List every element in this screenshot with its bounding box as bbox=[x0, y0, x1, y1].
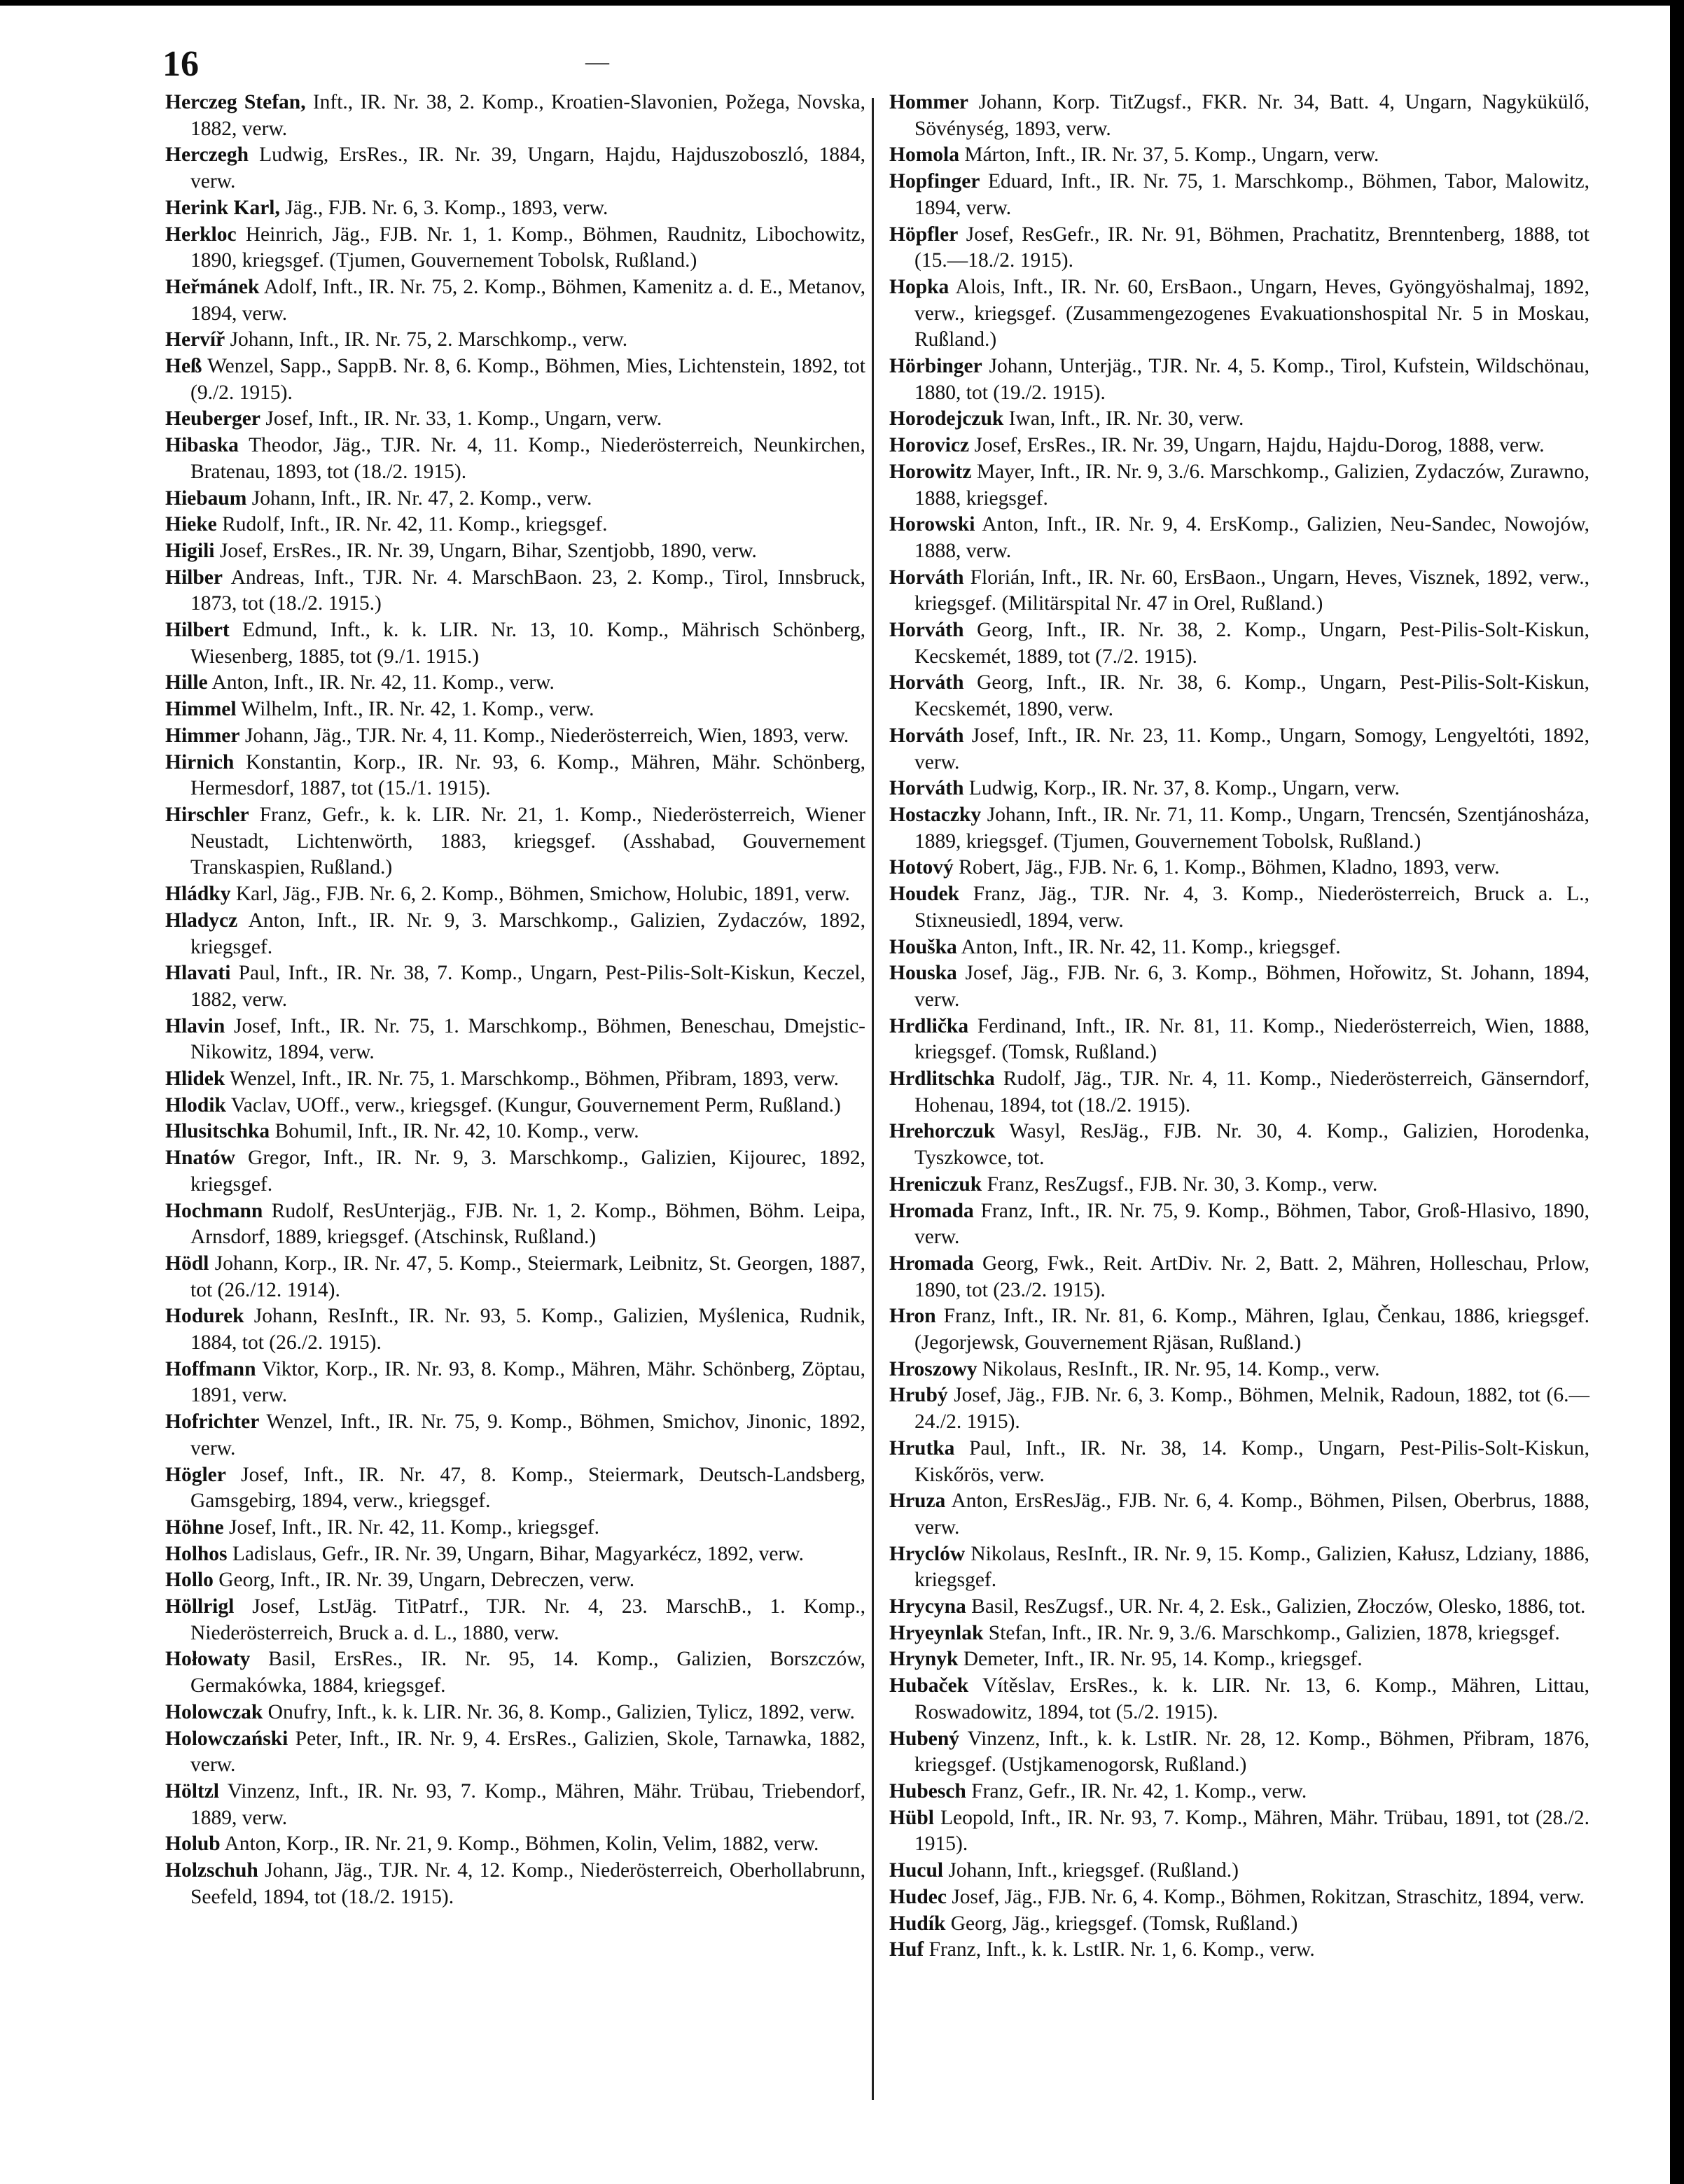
entry-details: Johann, Korp. TitZugsf., FKR. Nr. 34, Batt. 4, Ungarn, Nagykükülő, Sövénység, 1893, verw. bbox=[914, 91, 1589, 140]
entry-surname: Hollo bbox=[165, 1569, 214, 1592]
entry-details: Josef, LstJäg. TitPatrf., TJR. Nr. 4, 23. MarschB., 1. Komp., Niederösterreich, Bruck a. d. L., 1880, verw. bbox=[190, 1595, 865, 1644]
entry-details: Georg, Fwk., Reit. ArtDiv. Nr. 2, Batt. 2, Mähren, Holleschau, Prlow, 1890, tot (23./2. 1915). bbox=[914, 1252, 1589, 1301]
register-entry bbox=[165, 1093, 865, 1119]
entry-surname: Höltzl bbox=[165, 1780, 220, 1802]
register-entry bbox=[165, 750, 865, 802]
entry-details: Ferdinand, Inft., IR. Nr. 81, 11. Komp., Niederösterreich, Wien, 1888, kriegsgef. (Tomsk, Rußland.) bbox=[914, 1014, 1589, 1064]
entry-details: Anton, Inft., IR. Nr. 42, 11. Komp., verw. bbox=[207, 671, 555, 694]
entry-details: Rudolf, Inft., IR. Nr. 42, 11. Komp., kriegsgef. bbox=[216, 513, 608, 536]
entry-surname: Horváth bbox=[889, 777, 964, 800]
register-entry bbox=[165, 1251, 865, 1303]
entry-details: Eduard, Inft., IR. Nr. 75, 1. Marschkomp., Böhmen, Tabor, Malowitz, 1894, verw. bbox=[914, 170, 1589, 219]
entry-surname: Houška bbox=[889, 935, 957, 958]
entry-details: Florián, Inft., IR. Nr. 60, ErsBaon., Ungarn, Heves, Visznek, 1892, verw., kriegsgef. (Militärspital Nr. 47 in Orel, Rußland.) bbox=[914, 566, 1589, 615]
entry-details: Josef, Jäg., FJB. Nr. 6, 3. Komp., Böhmen, Hořowitz, St. Johann, 1894, verw. bbox=[914, 962, 1589, 1011]
entry-surname: Heřmánek bbox=[165, 275, 260, 298]
register-entry bbox=[165, 617, 865, 670]
entry-details: Viktor, Korp., IR. Nr. 93, 8. Komp., Mähren, Mähr. Schönberg, Zöptau, 1891, verw. bbox=[190, 1357, 865, 1407]
entry-surname: Hirschler bbox=[165, 803, 249, 826]
register-entry bbox=[165, 908, 865, 960]
entry-details: Edmund, Inft., k. k. LIR. Nr. 13, 10. Komp., Mährisch Schönberg, Wiesenberg, 1885, tot (9./1. 1915.) bbox=[190, 619, 865, 668]
entry-surname: Horodejczuk bbox=[889, 407, 1004, 430]
entry-details: Johann, Inft., kriegsgef. (Rußland.) bbox=[943, 1859, 1239, 1882]
entry-details: Inft., IR. Nr. 38, 2. Komp., Kroatien-Slavonien, Požega, Novska, 1882, verw. bbox=[190, 91, 865, 140]
entry-details: Georg, Inft., IR. Nr. 38, 2. Komp., Ungarn, Pest-Pilis-Solt-Kiskun, Kecskemét, 1889, tot (7./2. 1915). bbox=[914, 619, 1589, 668]
register-entry bbox=[165, 881, 865, 908]
entry-details: Nikolaus, ResInft., IR. Nr. 95, 14. Komp., verw. bbox=[977, 1357, 1380, 1380]
register-entry bbox=[889, 1911, 1589, 1938]
register-entry bbox=[165, 1198, 865, 1251]
entry-details: Georg, Inft., IR. Nr. 38, 6. Komp., Ungarn, Pest-Pilis-Solt-Kiskun, Kecskemét, 1890, verw. bbox=[914, 671, 1589, 721]
entry-surname: Hruza bbox=[889, 1490, 946, 1513]
entry-surname: Hrutka bbox=[889, 1436, 955, 1460]
entry-details: Johann, Inft., IR. Nr. 47, 2. Komp., verw. bbox=[246, 486, 592, 510]
entry-surname: Himmer bbox=[165, 724, 240, 747]
entry-surname: Herczeg Stefan, bbox=[165, 91, 306, 113]
scan-border-right bbox=[1670, 0, 1684, 2184]
register-entry bbox=[889, 1014, 1589, 1066]
entry-surname: Hörbinger bbox=[889, 355, 982, 378]
entry-details: Vaclav, UOff., verw., kriegsgef. (Kungur, Gouvernement Perm, Rußland.) bbox=[225, 1093, 841, 1116]
entry-details: Johann, Unterjäg., TJR. Nr. 4, 5. Komp., Tirol, Kufstein, Wildschönau, 1880, tot (19./2. 1915). bbox=[914, 355, 1589, 404]
entry-surname: Horowitz bbox=[889, 460, 972, 483]
entry-details: Basil, ErsRes., IR. Nr. 95, 14. Komp., Galizien, Borszczów, Germakówka, 1884, kriegsgef. bbox=[190, 1648, 865, 1698]
entry-details: Ladislaus, Gefr., IR. Nr. 39, Ungarn, Bihar, Magyarkécz, 1892, verw. bbox=[227, 1542, 805, 1565]
scan-border-top bbox=[0, 0, 1684, 6]
register-entry bbox=[889, 1066, 1589, 1119]
register-entry bbox=[889, 1673, 1589, 1726]
entry-surname: Hommer bbox=[889, 91, 969, 113]
entry-details: Georg, Inft., IR. Nr. 39, Ungarn, Debreczen, verw. bbox=[213, 1569, 635, 1592]
entry-surname: Höhne bbox=[165, 1516, 224, 1539]
entry-surname: Homola bbox=[889, 144, 959, 167]
entry-details: Stefan, Inft., IR. Nr. 9, 3./6. Marschkomp., Galizien, 1878, kriegsgef. bbox=[983, 1621, 1560, 1644]
register-entry bbox=[889, 1858, 1589, 1884]
entry-surname: Hubaček bbox=[889, 1674, 969, 1698]
entry-details: Johann, ResInft., IR. Nr. 93, 5. Komp., Galizien, Myślenica, Rudnik, 1884, tot (26./2. 1915). bbox=[190, 1305, 865, 1354]
register-entry bbox=[165, 1646, 865, 1699]
register-entry bbox=[889, 1779, 1589, 1805]
register-entry bbox=[889, 1541, 1589, 1594]
entry-details: Konstantin, Korp., IR. Nr. 93, 6. Komp., Mähren, Mähr. Schönberg, Hermesdorf, 1887, tot (15./1. 1915). bbox=[190, 750, 865, 800]
entry-surname: Holhos bbox=[165, 1542, 228, 1565]
entry-details: Josef, ResGefr., IR. Nr. 91, Böhmen, Prachatitz, Brenntenberg, 1888, tot (15.—18./2. 1915). bbox=[914, 223, 1589, 272]
entry-details: Josef, ErsRes., IR. Nr. 39, Ungarn, Bihar, Szentjobb, 1890, verw. bbox=[214, 539, 757, 562]
entry-surname: Hrycyna bbox=[889, 1595, 966, 1618]
entry-surname: Hilbert bbox=[165, 619, 230, 642]
register-entry bbox=[889, 90, 1589, 142]
right-column bbox=[889, 90, 1589, 1963]
register-entry bbox=[889, 1594, 1589, 1620]
register-entry bbox=[165, 670, 865, 696]
entry-details: Johann, Jäg., TJR. Nr. 4, 11. Komp., Niederösterreich, Wien, 1893, verw. bbox=[239, 724, 849, 747]
register-entry bbox=[165, 538, 865, 565]
register-entry bbox=[165, 222, 865, 274]
register-entry bbox=[889, 222, 1589, 274]
entry-surname: Hlavin bbox=[165, 1014, 225, 1037]
entry-details: Leopold, Inft., IR. Nr. 93, 7. Komp., Mähren, Mähr. Trübau, 1891, tot (28./2. 1915). bbox=[914, 1806, 1589, 1856]
entry-details: Josef, Jäg., FJB. Nr. 6, 4. Komp., Böhmen, Rokitzan, Straschitz, 1894, verw. bbox=[946, 1885, 1585, 1908]
register-entry bbox=[165, 1462, 865, 1515]
entry-details: Franz, Inft., IR. Nr. 75, 9. Komp., Böhmen, Tabor, Groß-Hlasivo, 1890, verw. bbox=[914, 1199, 1589, 1249]
entry-details: Basil, ResZugsf., UR. Nr. 4, 2. Esk., Galizien, Złoczów, Olesko, 1886, tot. bbox=[966, 1595, 1586, 1618]
entry-details: Wenzel, Inft., IR. Nr. 75, 9. Komp., Böhmen, Smichov, Jinonic, 1892, verw. bbox=[190, 1410, 865, 1460]
entry-surname: Hrynyk bbox=[889, 1648, 959, 1671]
entry-surname: Hudík bbox=[889, 1912, 946, 1935]
left-column bbox=[165, 90, 865, 1911]
entry-surname: Hödl bbox=[165, 1252, 209, 1275]
entry-details: Josef, Inft., IR. Nr. 42, 11. Komp., kriegsgef. bbox=[223, 1516, 599, 1539]
register-entry bbox=[165, 486, 865, 512]
entry-surname: Hirnich bbox=[165, 750, 235, 774]
register-entry bbox=[165, 1726, 865, 1779]
register-entry bbox=[889, 960, 1589, 1013]
entry-surname: Hotový bbox=[889, 856, 954, 879]
entry-details: Johann, Jäg., TJR. Nr. 4, 12. Komp., Niederösterreich, Oberhollabrunn, Seefeld, 1894, tot (18./2. 1915). bbox=[190, 1859, 865, 1908]
register-entry bbox=[889, 1884, 1589, 1911]
register-entry bbox=[889, 274, 1589, 354]
entry-surname: Hostaczky bbox=[889, 803, 982, 826]
entry-details: Franz, Gefr., IR. Nr. 42, 1. Komp., verw. bbox=[966, 1780, 1307, 1802]
entry-details: Vítěslav, ErsRes., k. k. LIR. Nr. 13, 6. Komp., Mähren, Littau, Roswadowitz, 1894, tot (5./2. 1915). bbox=[914, 1674, 1589, 1723]
entry-details: Josef, ErsRes., IR. Nr. 39, Ungarn, Hajdu, Hajdu-Dorog, 1888, verw. bbox=[969, 434, 1545, 457]
register-entry bbox=[165, 354, 865, 406]
entry-details: Ludwig, Korp., IR. Nr. 37, 8. Komp., Ungarn, verw. bbox=[963, 777, 1400, 800]
register-entry bbox=[889, 169, 1589, 221]
entry-surname: Hofrichter bbox=[165, 1410, 260, 1434]
entry-details: Josef, Inft., IR. Nr. 33, 1. Komp., Ungarn, verw. bbox=[260, 407, 662, 430]
entry-surname: Hryclów bbox=[889, 1542, 966, 1565]
entry-details: Josef, Inft., IR. Nr. 23, 11. Komp., Ungarn, Somogy, Lengyeltóti, 1892, verw. bbox=[914, 724, 1589, 774]
register-entry bbox=[165, 1303, 865, 1356]
register-entry bbox=[889, 1357, 1589, 1383]
entry-details: Onufry, Inft., k. k. LIR. Nr. 36, 8. Komp., Galizien, Tylicz, 1892, verw. bbox=[263, 1700, 855, 1723]
register-entry bbox=[889, 934, 1589, 961]
register-entry bbox=[165, 1594, 865, 1646]
entry-surname: Herczegh bbox=[165, 144, 249, 167]
entry-details: Josef, Inft., IR. Nr. 47, 8. Komp., Steiermark, Deutsch-Landsberg, Gamsgebirg, 1894, verw., kriegsgef. bbox=[190, 1463, 865, 1513]
register-entry bbox=[889, 802, 1589, 855]
column-divider bbox=[872, 98, 874, 2100]
register-entry bbox=[165, 1858, 865, 1910]
entry-details: Márton, Inft., IR. Nr. 37, 5. Komp., Ungarn, verw. bbox=[959, 144, 1379, 167]
register-entry bbox=[165, 960, 865, 1013]
entry-surname: Hlavati bbox=[165, 962, 231, 985]
entry-surname: Hrdlitschka bbox=[889, 1068, 995, 1091]
entry-surname: Horváth bbox=[889, 619, 964, 642]
entry-surname: Horowski bbox=[889, 513, 975, 536]
entry-details: Vinzenz, Inft., k. k. LstIR. Nr. 28, 12. Komp., Böhmen, Přibram, 1876, kriegsgef. (Ustjkamenogorsk, Rußland.) bbox=[914, 1727, 1589, 1777]
entry-details: Johann, Inft., IR. Nr. 75, 2. Marschkomp., verw. bbox=[225, 328, 628, 351]
entry-details: Franz, Inft., IR. Nr. 81, 6. Komp., Mähren, Iglau, Čenkau, 1886, kriegsgef. (Jegorjewsk, Gouvernement Rjäsan, Rußland.) bbox=[914, 1305, 1589, 1354]
register-entry bbox=[165, 1119, 865, 1145]
register-entry bbox=[165, 1409, 865, 1462]
register-entry bbox=[889, 776, 1589, 802]
entry-surname: Holowczak bbox=[165, 1700, 263, 1723]
entry-details: Franz, ResZugsf., FJB. Nr. 30, 3. Komp., verw. bbox=[982, 1172, 1378, 1196]
register-entry bbox=[889, 1251, 1589, 1303]
entry-surname: Hnatów bbox=[165, 1147, 235, 1170]
entry-details: Paul, Inft., IR. Nr. 38, 7. Komp., Ungarn, Pest-Pilis-Solt-Kiskun, Keczel, 1882, verw. bbox=[190, 962, 865, 1011]
register-entry bbox=[889, 512, 1589, 564]
entry-surname: Hopfinger bbox=[889, 170, 980, 193]
register-entry bbox=[165, 1831, 865, 1858]
entry-surname: Hilber bbox=[165, 566, 223, 589]
entry-surname: Herink Karl, bbox=[165, 196, 280, 219]
register-entry bbox=[889, 1198, 1589, 1251]
entry-details: Johann, Inft., IR. Nr. 71, 11. Komp., Ungarn, Trencsén, Szentjánosháza, 1889, kriegsgef. (Tjumen, Gouvernement Tobolsk, Rußland.) bbox=[914, 803, 1589, 853]
register-entry bbox=[165, 1779, 865, 1831]
entry-surname: Höpfler bbox=[889, 223, 959, 246]
entry-surname: Hryeynlak bbox=[889, 1621, 984, 1644]
register-entry bbox=[165, 696, 865, 723]
register-entry bbox=[889, 1172, 1589, 1198]
page-number: 16 bbox=[162, 44, 199, 84]
register-entry bbox=[889, 1488, 1589, 1541]
entry-surname: Hubesch bbox=[889, 1780, 966, 1802]
register-entry bbox=[165, 802, 865, 881]
entry-details: Adolf, Inft., IR. Nr. 75, 2. Komp., Böhmen, Kamenitz a. d. E., Metanov, 1894, verw. bbox=[190, 275, 865, 325]
entry-surname: Hladycz bbox=[165, 909, 238, 932]
entry-surname: Höllrigl bbox=[165, 1595, 235, 1618]
register-entry bbox=[889, 1620, 1589, 1647]
register-entry bbox=[165, 327, 865, 354]
entry-details: Karl, Jäg., FJB. Nr. 6, 2. Komp., Böhmen, Smichow, Holubic, 1891, verw. bbox=[230, 883, 850, 906]
entry-details: Mayer, Inft., IR. Nr. 9, 3./6. Marschkomp., Galizien, Zydaczów, Zurawno, 1888, kriegsgef. bbox=[914, 460, 1589, 510]
register-entry bbox=[165, 274, 865, 327]
register-entry bbox=[889, 142, 1589, 169]
entry-details: Theodor, Jäg., TJR. Nr. 4, 11. Komp., Niederösterreich, Neunkirchen, Bratenau, 1893, tot (18./2. 1915). bbox=[190, 434, 865, 483]
register-entry bbox=[889, 855, 1589, 881]
entry-details: Wilhelm, Inft., IR. Nr. 42, 1. Komp., verw. bbox=[236, 698, 594, 721]
entry-details: Franz, Jäg., TJR. Nr. 4, 3. Komp., Niederösterreich, Bruck a. L., Stixneusiedl, 1894, verw. bbox=[914, 883, 1589, 932]
entry-details: Bohumil, Inft., IR. Nr. 42, 10. Komp., verw. bbox=[270, 1120, 639, 1143]
entry-details: Johann, Korp., IR. Nr. 47, 5. Komp., Steiermark, Leibnitz, St. Georgen, 1887, tot (26./12. 1914). bbox=[190, 1252, 865, 1301]
entry-surname: Holub bbox=[165, 1833, 221, 1856]
entry-details: Heinrich, Jäg., FJB. Nr. 1, 1. Komp., Böhmen, Raudnitz, Libochowitz, 1890, kriegsgef. (Tjumen, Gouvernement Tobolsk, Rußland.) bbox=[190, 223, 865, 272]
entry-details: Demeter, Inft., IR. Nr. 95, 14. Komp., kriegsgef. bbox=[958, 1648, 1363, 1671]
register-entry bbox=[889, 1436, 1589, 1488]
entry-surname: Heß bbox=[165, 355, 202, 378]
entry-surname: Horváth bbox=[889, 671, 964, 694]
register-entry bbox=[889, 406, 1589, 433]
entry-details: Rudolf, ResUnterjäg., FJB. Nr. 1, 2. Komp., Böhmen, Böhm. Leipa, Arnsdorf, 1889, kriegsgef. (Atschinsk, Rußland.) bbox=[190, 1199, 865, 1249]
entry-details: Anton, Inft., IR. Nr. 9, 3. Marschkomp., Galizien, Zydaczów, 1892, kriegsgef. bbox=[190, 909, 865, 958]
register-entry bbox=[889, 617, 1589, 670]
register-entry bbox=[165, 1567, 865, 1594]
entry-details: Vinzenz, Inft., IR. Nr. 93, 7. Komp., Mähren, Mähr. Trübau, Triebendorf, 1889, verw. bbox=[190, 1780, 865, 1829]
entry-surname: Hervíř bbox=[165, 328, 225, 351]
entry-surname: Hrehorczuk bbox=[889, 1120, 996, 1143]
entry-surname: Holzschuh bbox=[165, 1859, 258, 1882]
entry-surname: Himmel bbox=[165, 698, 237, 721]
register-entry bbox=[165, 512, 865, 538]
entry-surname: Hromada bbox=[889, 1199, 974, 1222]
entry-details: Jäg., FJB. Nr. 6, 3. Komp., 1893, verw. bbox=[279, 196, 608, 219]
entry-surname: Heuberger bbox=[165, 407, 260, 430]
register-entry bbox=[889, 1805, 1589, 1858]
entry-surname: Houdek bbox=[889, 883, 960, 906]
entry-details: Andreas, Inft., TJR. Nr. 4. MarschBaon. 23, 2. Komp., Tirol, Innsbruck, 1873, tot (18./2. 1915.) bbox=[190, 566, 865, 615]
entry-details: Rudolf, Jäg., TJR. Nr. 4, 11. Komp., Niederösterreich, Gänserndorf, Hohenau, 1894, tot (18./2. 1915). bbox=[914, 1068, 1589, 1116]
entry-details: Anton, Inft., IR. Nr. 9, 4. ErsKomp., Galizien, Neu-Sandec, Nowojów, 1888, verw. bbox=[914, 513, 1589, 562]
header-mark: — bbox=[585, 49, 609, 75]
register-entry bbox=[165, 1145, 865, 1198]
entry-surname: Hoffmann bbox=[165, 1357, 256, 1380]
entry-details: Alois, Inft., IR. Nr. 60, ErsBaon., Ungarn, Heves, Gyöngyöshalmaj, 1892, verw., kriegsgef. (Zusammengezogenes Evakuationshospital Nr. 5 in Moskau, Rußland.) bbox=[914, 275, 1589, 351]
entry-surname: Huf bbox=[889, 1938, 924, 1961]
entry-surname: Horovicz bbox=[889, 434, 970, 457]
register-entry bbox=[165, 195, 865, 222]
entry-surname: Horváth bbox=[889, 566, 964, 589]
entry-details: Paul, Inft., IR. Nr. 38, 14. Komp., Ungarn, Pest-Pilis-Solt-Kiskun, Kiskőrös, verw. bbox=[914, 1436, 1589, 1486]
register-entry bbox=[165, 142, 865, 195]
register-entry bbox=[165, 90, 865, 142]
entry-details: Anton, Inft., IR. Nr. 42, 11. Komp., kriegsgef. bbox=[956, 935, 1341, 958]
entry-details: Josef, Jäg., FJB. Nr. 6, 3. Komp., Böhmen, Melnik, Radoun, 1882, tot (6.—24./2. 1915). bbox=[914, 1384, 1589, 1434]
register-entry bbox=[889, 354, 1589, 406]
entry-surname: Holowczański bbox=[165, 1727, 288, 1750]
entry-surname: Herkloc bbox=[165, 223, 237, 246]
entry-surname: Hołowaty bbox=[165, 1648, 251, 1671]
entry-surname: Hopka bbox=[889, 275, 949, 298]
register-entry bbox=[889, 881, 1589, 934]
entry-surname: Hreniczuk bbox=[889, 1172, 982, 1196]
register-entry bbox=[165, 1541, 865, 1568]
entry-surname: Hudec bbox=[889, 1885, 947, 1908]
entry-details: Anton, Korp., IR. Nr. 21, 9. Komp., Böhmen, Kolin, Velim, 1882, verw. bbox=[220, 1833, 819, 1856]
register-entry bbox=[889, 433, 1589, 459]
entry-details: Wenzel, Sapp., SappB. Nr. 8, 6. Komp., Böhmen, Mies, Lichtenstein, 1892, tot (9./2. 1915). bbox=[190, 355, 865, 404]
entry-surname: Hiebaum bbox=[165, 486, 247, 510]
register-entry bbox=[889, 1937, 1589, 1963]
entry-surname: Hroszowy bbox=[889, 1357, 977, 1380]
entry-surname: Hibaska bbox=[165, 434, 239, 457]
entry-details: Robert, Jäg., FJB. Nr. 6, 1. Komp., Böhmen, Kladno, 1893, verw. bbox=[953, 856, 1500, 879]
entry-surname: Hodurek bbox=[165, 1305, 244, 1328]
register-entry bbox=[165, 406, 865, 433]
register-entry bbox=[165, 723, 865, 750]
entry-details: Gregor, Inft., IR. Nr. 9, 3. Marschkomp., Galizien, Kijourec, 1892, kriegsgef. bbox=[190, 1147, 865, 1196]
entry-surname: Hubený bbox=[889, 1727, 960, 1750]
entry-surname: Hládky bbox=[165, 883, 231, 906]
register-entry bbox=[889, 459, 1589, 512]
register-entry bbox=[889, 723, 1589, 776]
entry-surname: Hieke bbox=[165, 513, 217, 536]
register-entry bbox=[165, 433, 865, 485]
register-entry bbox=[889, 1646, 1589, 1673]
register-entry bbox=[165, 1515, 865, 1541]
register-entry bbox=[889, 670, 1589, 722]
entry-surname: Hrubý bbox=[889, 1384, 948, 1407]
entry-surname: Higili bbox=[165, 539, 215, 562]
entry-details: Wasyl, ResJäg., FJB. Nr. 30, 4. Komp., Galizien, Horodenka, Tyszkowce, tot. bbox=[914, 1120, 1589, 1170]
entry-surname: Hochmann bbox=[165, 1199, 263, 1222]
entry-surname: Hromada bbox=[889, 1252, 974, 1275]
entry-details: Ludwig, ErsRes., IR. Nr. 39, Ungarn, Hajdu, Hajduszoboszló, 1884, verw. bbox=[190, 144, 865, 193]
register-entry bbox=[165, 565, 865, 617]
entry-details: Franz, Gefr., k. k. LIR. Nr. 21, 1. Komp., Niederösterreich, Wiener Neustadt, Lichtenwörth, 1883, kriegsgef. (Asshabad, Gouvernement Transkaspien, Rußland.) bbox=[190, 803, 865, 879]
entry-surname: Hübl bbox=[889, 1806, 934, 1829]
register-entry bbox=[165, 1357, 865, 1409]
entry-surname: Hucul bbox=[889, 1859, 944, 1882]
entry-details: Iwan, Inft., IR. Nr. 30, verw. bbox=[1003, 407, 1244, 430]
entry-details: Anton, ErsResJäg., FJB. Nr. 6, 4. Komp., Böhmen, Pilsen, Oberbrus, 1888, verw. bbox=[914, 1490, 1589, 1539]
entry-details: Franz, Inft., k. k. LstIR. Nr. 1, 6. Komp., verw. bbox=[924, 1938, 1315, 1961]
register-entry bbox=[889, 1119, 1589, 1171]
register-entry bbox=[889, 565, 1589, 617]
register-entry bbox=[165, 1014, 865, 1066]
entry-details: Nikolaus, ResInft., IR. Nr. 9, 15. Komp., Galizien, Kałusz, Ldziany, 1886, kriegsgef. bbox=[914, 1542, 1589, 1592]
entry-details: Josef, Inft., IR. Nr. 75, 1. Marschkomp., Böhmen, Beneschau, Dmejstic-Nikowitz, 1894, verw. bbox=[190, 1014, 865, 1064]
entry-surname: Hlodik bbox=[165, 1093, 226, 1116]
entry-surname: Hrdlička bbox=[889, 1014, 969, 1037]
register-entry bbox=[889, 1726, 1589, 1779]
entry-surname: Hlusitschka bbox=[165, 1120, 270, 1143]
register-entry bbox=[889, 1303, 1589, 1356]
register-entry bbox=[889, 1382, 1589, 1435]
entry-details: Wenzel, Inft., IR. Nr. 75, 1. Marschkomp., Böhmen, Přibram, 1893, verw. bbox=[225, 1068, 839, 1091]
entry-surname: Hron bbox=[889, 1305, 936, 1328]
register-entry bbox=[165, 1066, 865, 1093]
entry-details: Peter, Inft., IR. Nr. 9, 4. ErsRes., Galizien, Skole, Tarnawka, 1882, verw. bbox=[190, 1727, 865, 1777]
entry-surname: Houska bbox=[889, 962, 957, 985]
entry-details: Georg, Jäg., kriegsgef. (Tomsk, Rußland.) bbox=[945, 1912, 1298, 1935]
register-entry bbox=[165, 1700, 865, 1726]
entry-surname: Högler bbox=[165, 1463, 226, 1486]
entry-surname: Hille bbox=[165, 671, 208, 694]
entry-surname: Horváth bbox=[889, 724, 964, 747]
entry-surname: Hlidek bbox=[165, 1068, 225, 1091]
